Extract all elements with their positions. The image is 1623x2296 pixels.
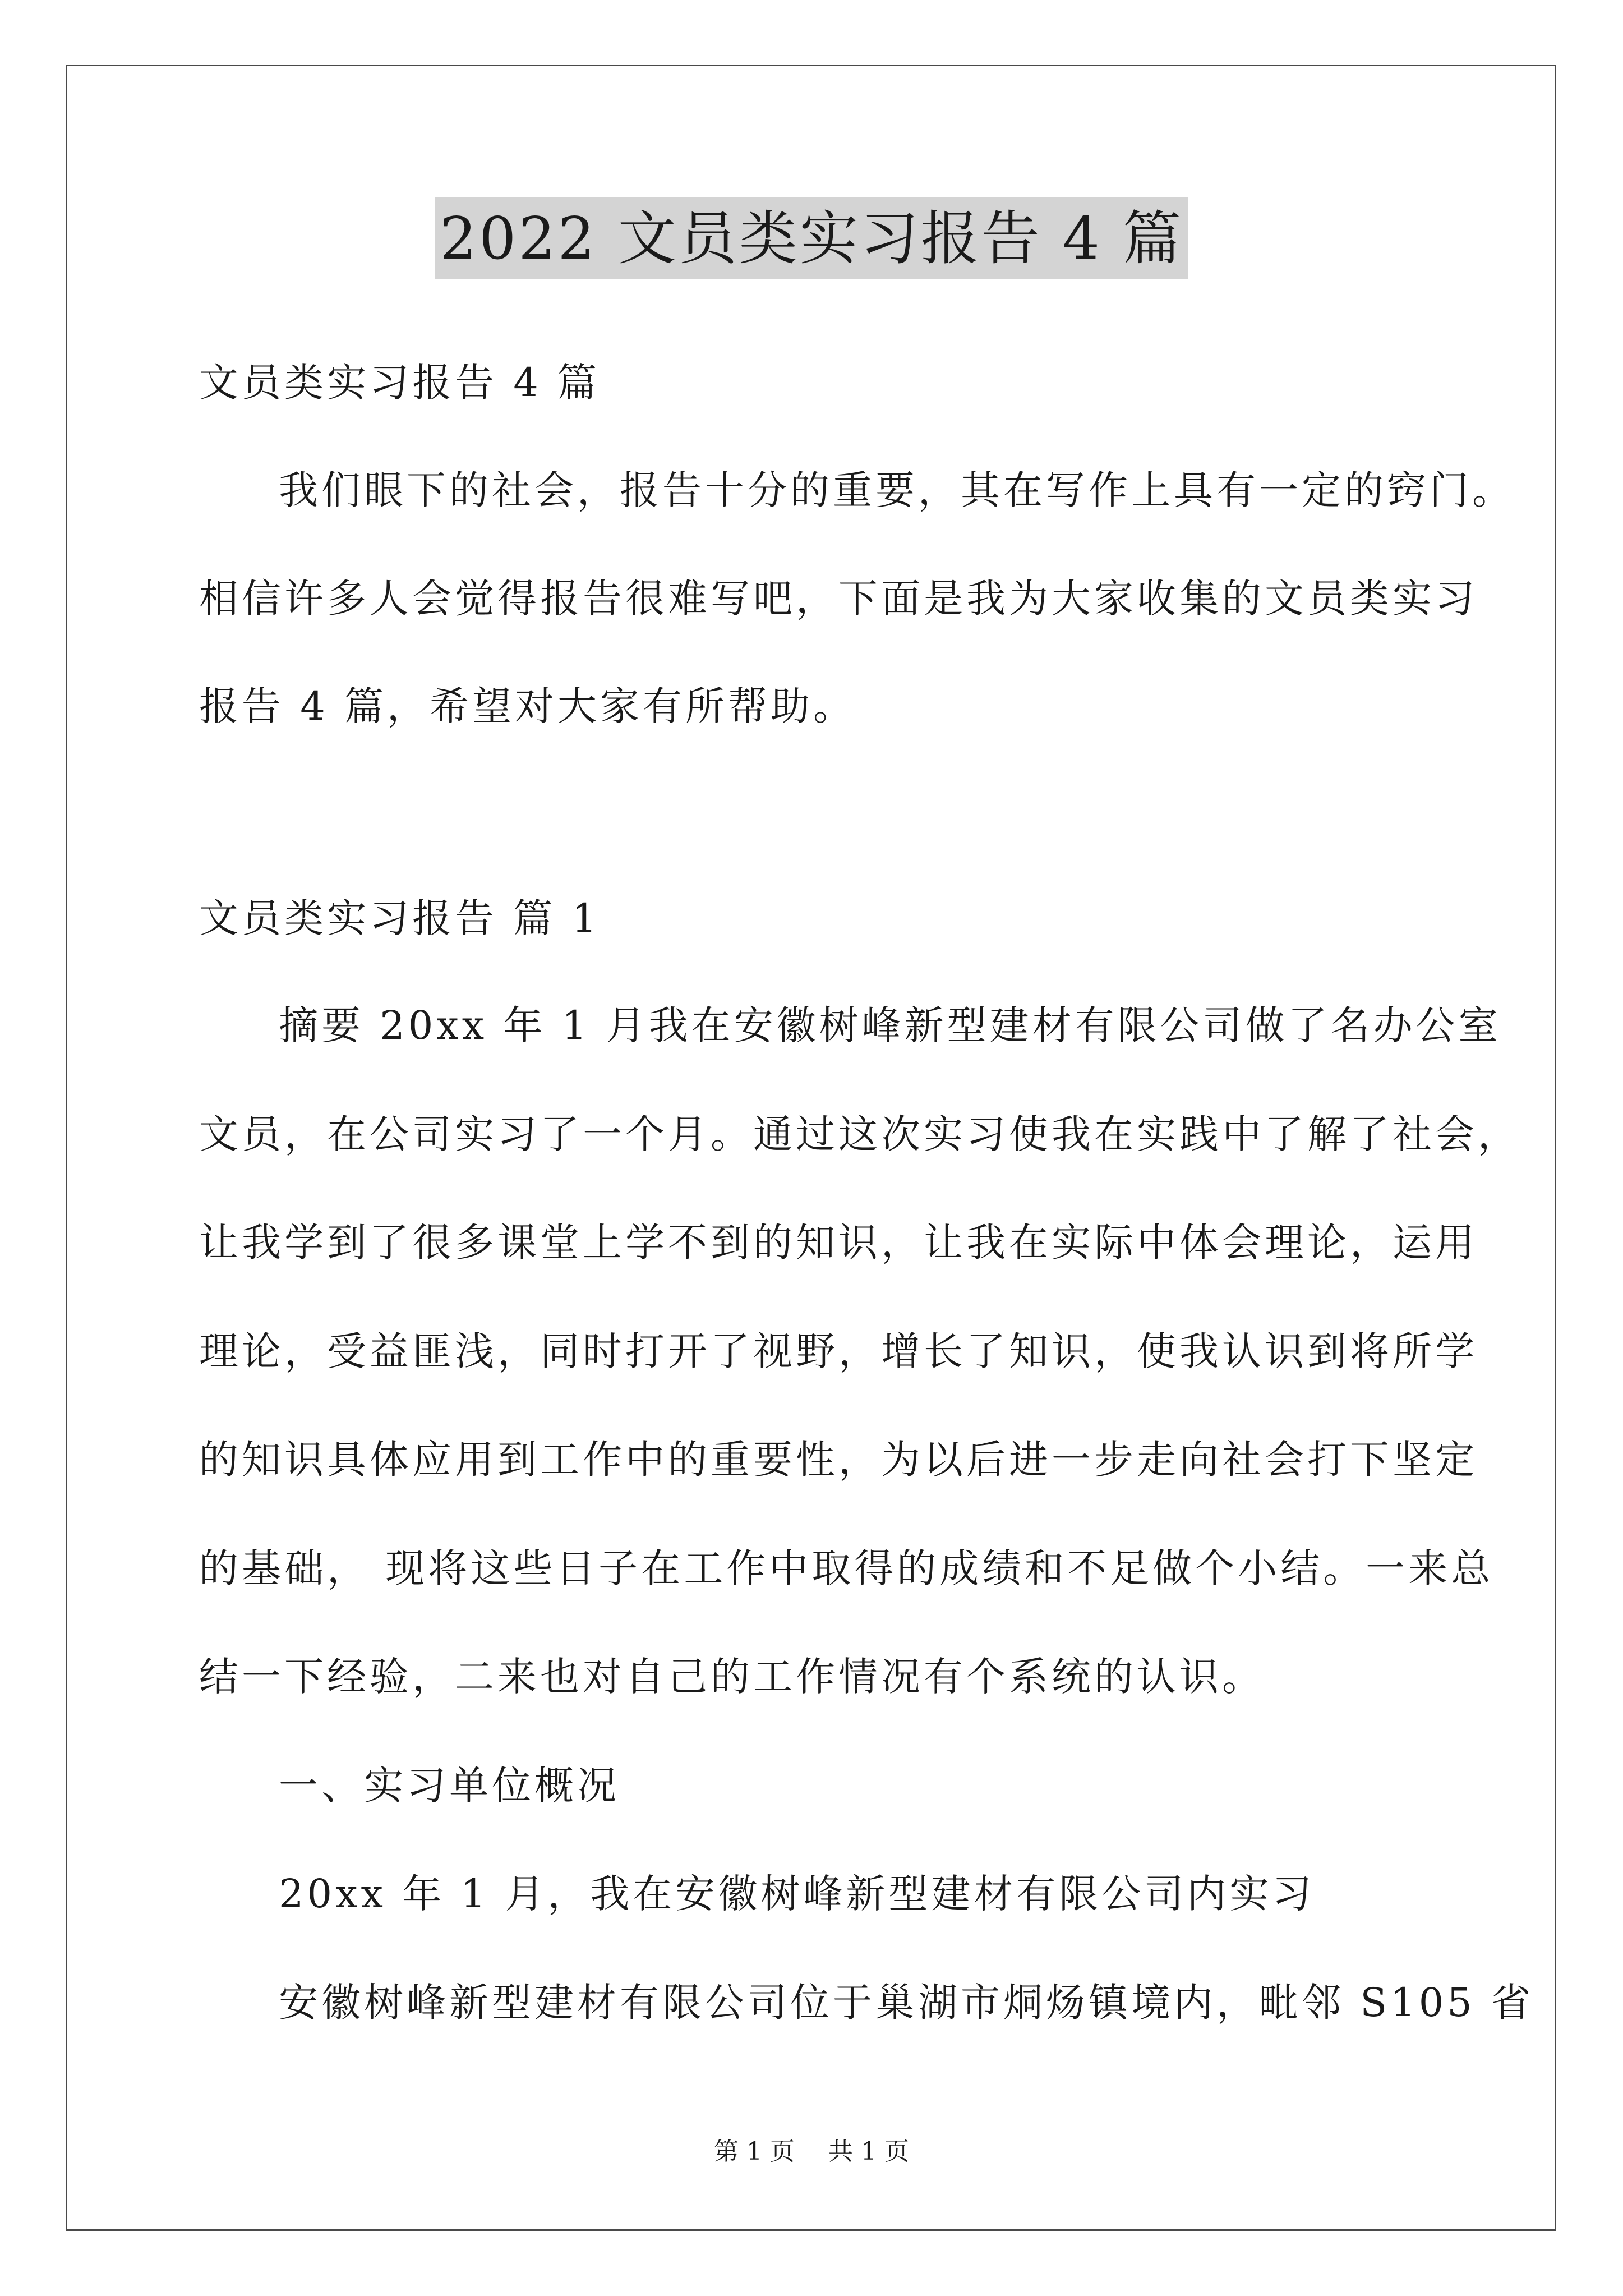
- abstract-line-6: 的基础， 现将这些日子在工作中取得的成绩和不足做个小结。一来总: [199, 1545, 1494, 1591]
- intro-line-1: 我们眼下的社会，报告十分的重要，其在写作上具有一定的窍门。: [279, 467, 1515, 513]
- intro-line-3: 报告 4 篇，希望对大家有所帮助。: [199, 683, 856, 729]
- abstract-line-1: 摘要 20xx 年 1 月我在安徽树峰新型建材有限公司做了名办公室: [279, 1002, 1501, 1048]
- abstract-line-2: 文员，在公司实习了一个月。通过这次实习使我在实践中了解了社会，: [199, 1111, 1520, 1157]
- page-footer: [0, 2136, 1623, 2168]
- abstract-line-7: 结一下经验，二来也对自己的工作情况有个系统的认识。: [199, 1654, 1265, 1700]
- abstract-line-4: 理论，受益匪浅，同时打开了视野，增长了知识，使我认识到将所学: [199, 1328, 1478, 1374]
- abstract-line-5: 的知识具体应用到工作中的重要性，为以后进一步走向社会打下坚定: [199, 1437, 1478, 1483]
- document-title: [0, 197, 1623, 279]
- subheading-unit-overview: 一、实习单位概况: [279, 1763, 620, 1809]
- paragraph-company-location: 安徽树峰新型建材有限公司位于巢湖市烔炀镇境内，毗邻 S105 省: [279, 1980, 1534, 2026]
- intro-line-2: 相信许多人会觉得报告很难写吧，下面是我为大家收集的文员类实习: [199, 576, 1478, 622]
- abstract-line-3: 让我学到了很多课堂上学不到的知识，让我在实际中体会理论，运用: [199, 1220, 1478, 1266]
- document-title-text: 2022 文员类实习报告 4 篇: [435, 197, 1188, 279]
- paragraph-internship-date: 20xx 年 1 月，我在安徽树峰新型建材有限公司内实习: [279, 1871, 1315, 1917]
- document-subtitle: 文员类实习报告 4 篇: [199, 360, 601, 406]
- section-heading: 文员类实习报告 篇 1: [199, 895, 601, 941]
- page-number-total: 共 1 页: [828, 2137, 909, 2166]
- page-number-current: 第 1 页: [714, 2137, 795, 2166]
